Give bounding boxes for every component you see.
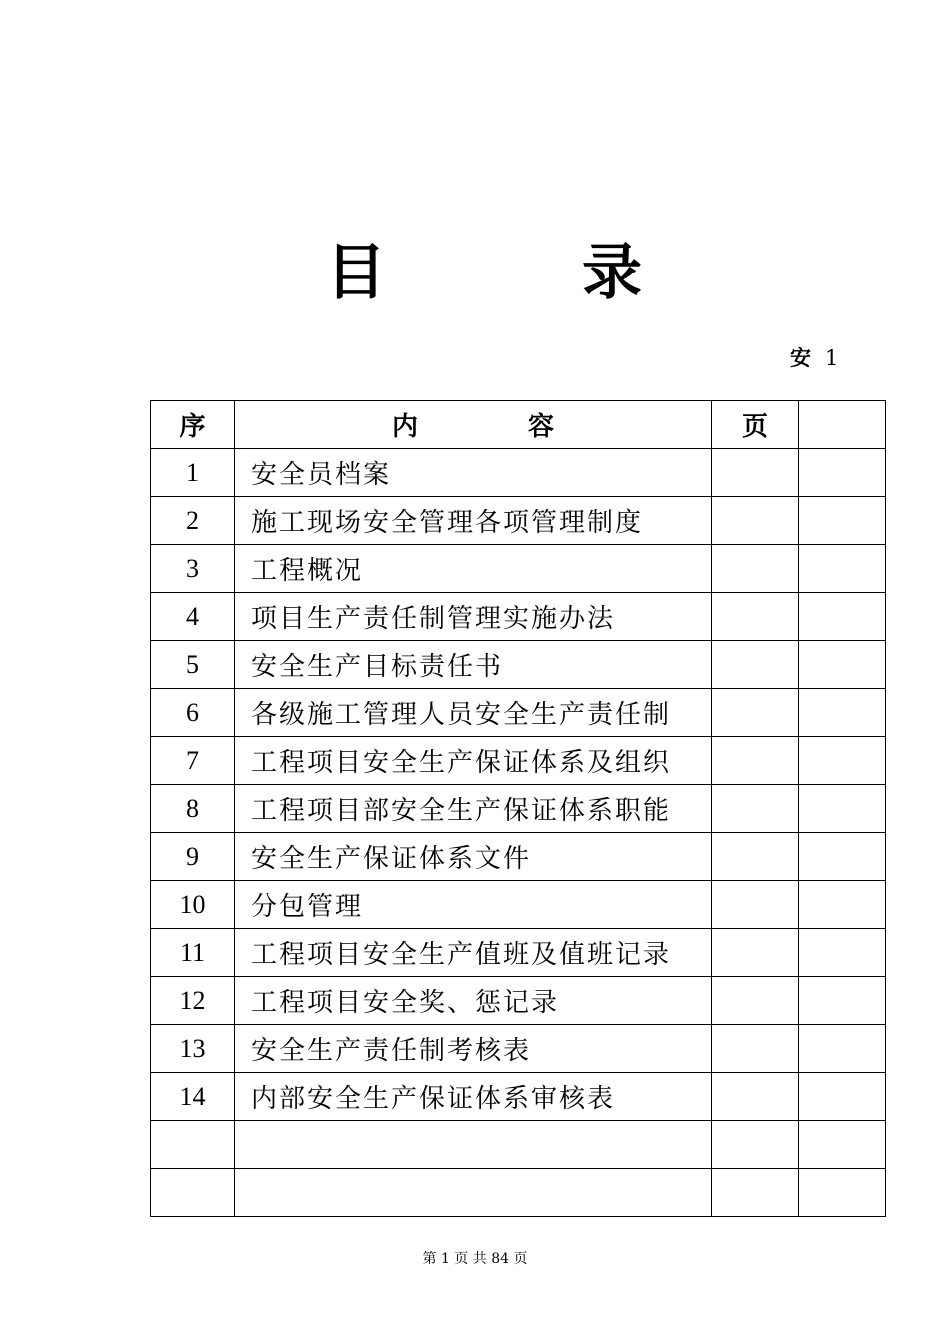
row-extra [799,785,886,833]
row-number: 1 [151,449,235,497]
row-number: 5 [151,641,235,689]
row-number: 10 [151,881,235,929]
row-page [712,1169,799,1217]
row-extra [799,689,886,737]
doc-code-number: 1 [825,346,839,370]
row-page [712,737,799,785]
table-row [151,641,886,689]
header-content-b: 容 [528,412,555,442]
row-number: 8 [151,785,235,833]
row-content: 分包管理 [235,881,712,929]
header-content [235,401,712,449]
doc-code-label: 安 [790,345,811,370]
page-footer: 第 1 页 共 84 页 [422,1251,528,1267]
row-page [712,545,799,593]
row-content [235,1121,712,1169]
row-page [712,497,799,545]
row-number: 4 [151,593,235,641]
row-extra [799,737,886,785]
row-extra [799,1169,886,1217]
row-content: 工程概况 [235,545,712,593]
table-row [151,689,886,737]
row-content: 工程项目安全生产保证体系及组织 [235,737,712,785]
row-page [712,833,799,881]
row-number: 13 [151,1025,235,1073]
row-page [712,1073,799,1121]
table-row [151,449,886,497]
doc-code [790,342,838,372]
row-page [712,785,799,833]
row-page [712,593,799,641]
table-row [151,737,886,785]
row-page [712,1121,799,1169]
table-row [151,545,886,593]
row-content: 各级施工管理人员安全生产责任制 [235,689,712,737]
table-row [151,593,886,641]
header-page: 页 [712,401,799,449]
row-number: 7 [151,737,235,785]
row-page [712,689,799,737]
row-extra [799,1121,886,1169]
row-extra [799,881,886,929]
header-extra [799,401,886,449]
row-number: 14 [151,1073,235,1121]
row-page [712,881,799,929]
row-content: 安全生产目标责任书 [235,641,712,689]
row-extra [799,641,886,689]
table-row [151,881,886,929]
table-row [151,833,886,881]
row-number: 12 [151,977,235,1025]
row-content: 工程项目部安全生产保证体系职能 [235,785,712,833]
row-page [712,449,799,497]
table-row [151,1169,886,1217]
row-extra [799,929,886,977]
table-row [151,785,886,833]
table-row [151,1073,886,1121]
row-number [151,1169,235,1217]
header-no: 序 [151,401,235,449]
row-content: 安全生产责任制考核表 [235,1025,712,1073]
table-row [151,1025,886,1073]
table-row [151,929,886,977]
row-number: 6 [151,689,235,737]
row-page [712,977,799,1025]
row-page [712,929,799,977]
row-content: 工程项目安全奖、惩记录 [235,977,712,1025]
toc-table [150,400,886,1217]
row-content [235,1169,712,1217]
header-content-a: 内 [391,412,418,442]
table-row [151,977,886,1025]
row-page [712,1025,799,1073]
row-number: 9 [151,833,235,881]
table-row [151,1121,886,1169]
row-extra [799,497,886,545]
row-extra [799,1073,886,1121]
row-extra [799,977,886,1025]
header-row [151,401,886,449]
row-content: 项目生产责任制管理实施办法 [235,593,712,641]
row-extra [799,545,886,593]
title-char-1: 目 [326,238,386,308]
row-extra [799,1025,886,1073]
row-number: 3 [151,545,235,593]
row-page [712,641,799,689]
row-extra [799,449,886,497]
row-number: 11 [151,929,235,977]
row-extra [799,593,886,641]
table-row [151,497,886,545]
row-content: 安全生产保证体系文件 [235,833,712,881]
row-content: 内部安全生产保证体系审核表 [235,1073,712,1121]
title-char-2: 录 [582,238,642,308]
row-content: 工程项目安全生产值班及值班记录 [235,929,712,977]
row-content: 施工现场安全管理各项管理制度 [235,497,712,545]
row-number [151,1121,235,1169]
row-number: 2 [151,497,235,545]
row-extra [799,833,886,881]
page-title [0,238,950,308]
row-content: 安全员档案 [235,449,712,497]
